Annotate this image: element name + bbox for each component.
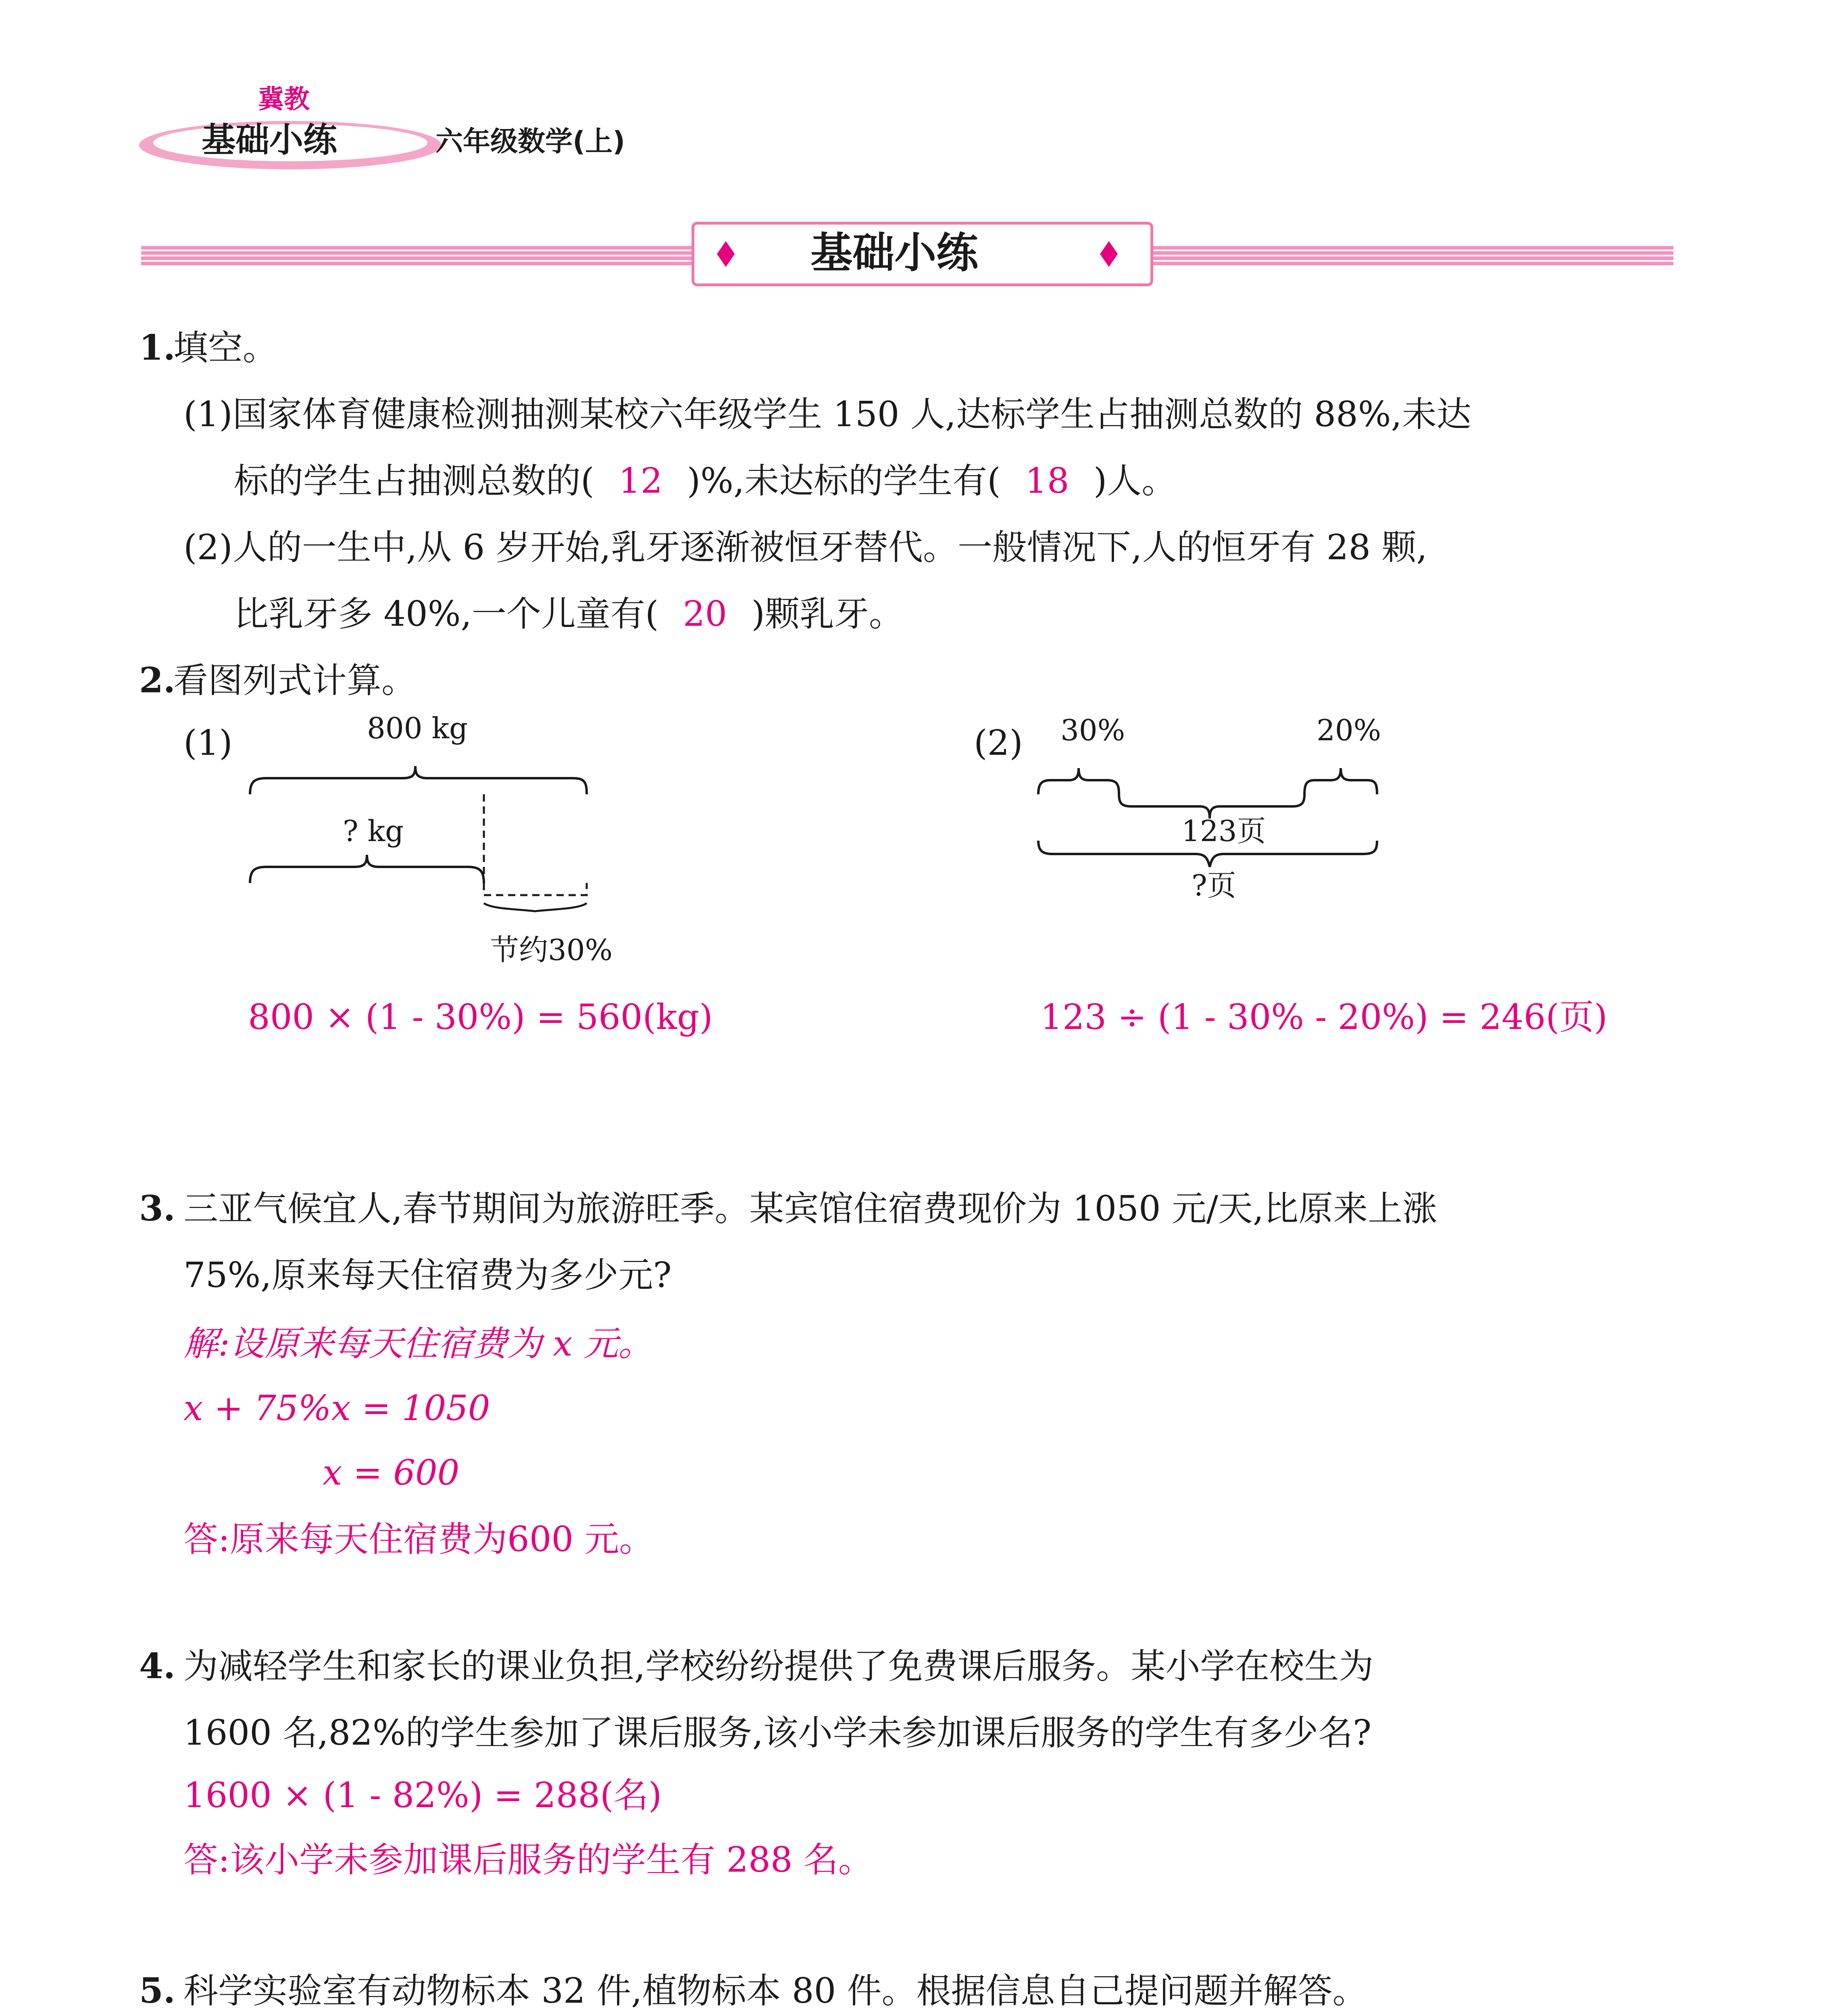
q2-sub1-answer: 800 × (1 - 30%) = 560(kg) [248, 997, 713, 1037]
diagram-label-total: 800 kg [367, 711, 468, 745]
diagram-label-mid: 123页 [1181, 814, 1266, 848]
header-publisher: 冀教 [258, 85, 310, 115]
diagram-label-saving: 节约30% [490, 933, 613, 967]
diamond-icon [1100, 241, 1118, 267]
question-number: 4. [139, 1646, 175, 1687]
answer-blank: 20 [683, 594, 727, 634]
question-title: 看图列式计算。 [173, 660, 416, 701]
banner-stripe-left [141, 246, 694, 266]
question-number: 2. [139, 660, 175, 701]
q3-line1: 三亚气候宜人,春节期间为旅游旺季。某宾馆住宿费现价为 1050 元/天,比原来上涨 [183, 1189, 1438, 1229]
q2-sub2-answer: 123 ÷ (1 - 30% - 20%) = 246(页) [1040, 997, 1608, 1037]
q3-answer-let: 解:设原来每天住宿费为 x 元。 [183, 1324, 653, 1364]
q4-line1: 为减轻学生和家长的课业负担,学校纷纷提供了免费课后服务。某小学在校生为 [183, 1646, 1374, 1687]
q3-line2: 75%,原来每天住宿费为多少元? [183, 1255, 672, 1295]
banner-stripe-right [1153, 246, 1673, 266]
sub-label: (2) [974, 723, 1023, 763]
q3-answer-solution: x = 600 [323, 1453, 460, 1493]
header-book: 六年级数学(上) [435, 126, 625, 158]
diagram-label-unknown: ? kg [343, 814, 404, 848]
q1-part2-line1: (2)人的一生中,从 6 岁开始,乳牙逐渐被恒牙替代。一般情况下,人的恒牙有 28 颗, [183, 527, 1427, 568]
question-number: 1. [139, 327, 175, 368]
question-title: 填空。 [173, 328, 277, 368]
q4-answer-final: 答:该小学未参加课后服务的学生有 288 名。 [183, 1840, 873, 1880]
q3-answer-equation: x + 75%x = 1050 [183, 1388, 490, 1429]
q3-answer-final: 答:原来每天住宿费为600 元。 [183, 1519, 654, 1560]
q5-line1: 科学实验室有动物标本 32 件,植物标本 80 件。根据信息自己提问题并解答。 [183, 1971, 1367, 2011]
line-diagram-1 [242, 750, 597, 927]
section-title: 基础小练 [810, 228, 979, 277]
diagram-label-left: 30% [1061, 713, 1125, 747]
q1-part1-line1: (1)国家体育健康检测抽测某校六年级学生 150 人,达标学生占抽测总数的 88%,未达 [183, 394, 1471, 435]
answer-blank: 12 [618, 461, 663, 501]
diagram-label-total: ?页 [1192, 868, 1236, 902]
question-number: 3. [139, 1188, 175, 1229]
line-diagram-2 [1032, 750, 1387, 879]
answer-blank: 18 [1025, 461, 1069, 501]
sub-label: (1) [183, 723, 233, 763]
header-series: 基础小练 [202, 120, 338, 160]
diamond-icon [717, 241, 735, 267]
q1-part1-line2: 标的学生占抽测总数的( 12 )%,未达标的学生有( 18 )人。 [234, 461, 1177, 501]
q4-answer-calc: 1600 × (1 - 82%) = 288(名) [183, 1775, 662, 1816]
diagram-label-right: 20% [1317, 713, 1381, 747]
q1-part2-line2: 比乳牙多 40%,一个儿童有( 20 )颗乳牙。 [234, 594, 904, 634]
question-number: 5. [139, 1970, 175, 2011]
q4-line2: 1600 名,82%的学生参加了课后服务,该小学未参加课后服务的学生有多少名? [183, 1713, 1372, 1753]
